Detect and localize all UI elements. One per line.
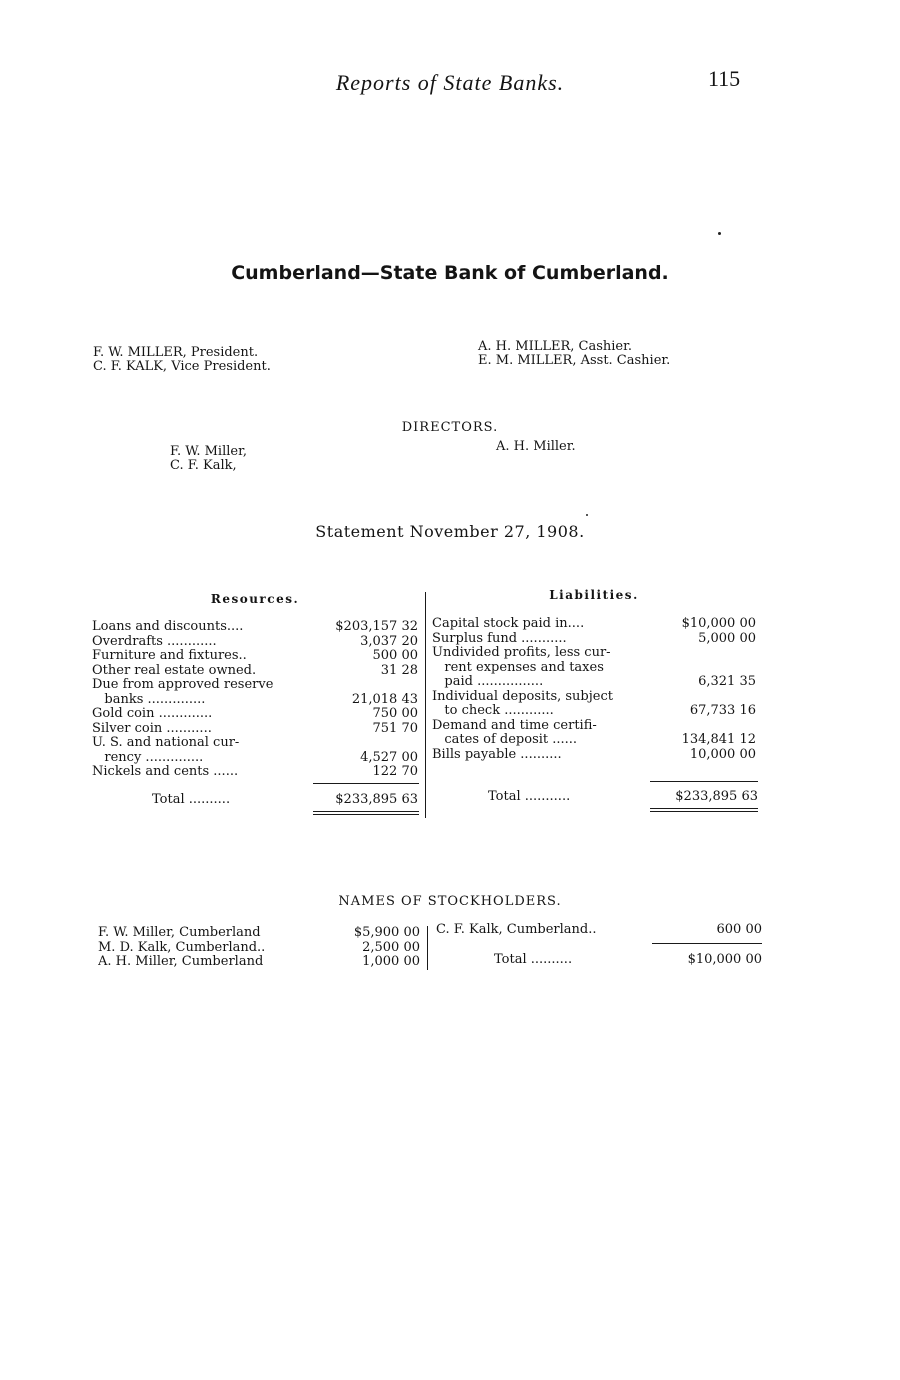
total-label: Total ..........: [152, 793, 231, 807]
paper-speck: [586, 514, 588, 516]
liabilities-heading: Liabilities.: [549, 588, 639, 602]
directors-right: [496, 440, 576, 454]
total-amount: $10,000 00: [687, 952, 762, 967]
table-row: Due from approved reserve: [92, 678, 274, 692]
resources-table: [92, 620, 418, 780]
table-row: rent expenses and taxes: [432, 660, 604, 675]
table-row: to check ............ 67,733 16: [432, 703, 756, 718]
stockholder-row: A. H. Miller, Cumberland 1,000 00: [98, 954, 420, 969]
bank-title: Cumberland—State Bank of Cumberland.: [231, 262, 669, 284]
table-row: Silver coin ........... 751 70: [92, 720, 418, 736]
table-row: Surplus fund ........... 5,000 00: [432, 630, 756, 646]
stockholders-total-row: [494, 953, 762, 968]
directors-heading: DIRECTORS.: [401, 420, 499, 435]
resources-total-row: [152, 793, 418, 808]
officers-right: [478, 340, 670, 368]
table-row: Overdrafts ............ 3,037 20: [92, 633, 418, 649]
table-row: Undivided profits, less cur-: [432, 646, 611, 660]
stockholder-row: M. D. Kalk, Cumberland.. 2,500 00: [98, 939, 420, 955]
total-amount: $233,895 63: [335, 792, 418, 807]
total-amount: $233,895 63: [675, 789, 758, 804]
director-name: A. H. Miller.: [496, 439, 576, 454]
liabilities-total-row: [488, 790, 758, 805]
statement-title: Statement November 27, 1908.: [315, 522, 585, 541]
table-row: Bills payable .......... 10,000 00: [432, 746, 756, 762]
director-name: C. F. Kalk,: [170, 458, 237, 473]
running-title: Reports of State Banks.: [335, 70, 565, 95]
subtotal-rule: [650, 781, 758, 782]
officer-asst-cashier: E. M. MILLER, Asst. Cashier.: [478, 353, 671, 368]
officer-vice-president: C. F. KALK, Vice President.: [93, 359, 271, 374]
stockholder-row: F. W. Miller, Cumberland $5,900 00: [98, 925, 420, 940]
stockholders-right: [436, 923, 762, 938]
stockholders-heading: NAMES OF STOCKHOLDERS.: [338, 894, 562, 909]
table-row: Furniture and fixtures.. 500 00: [92, 648, 418, 663]
total-label: Total ...........: [488, 790, 571, 804]
officer-president: F. W. MILLER, President.: [93, 345, 259, 360]
liabilities-table: [432, 617, 756, 762]
table-row: Nickels and cents ...... 122 70: [92, 764, 418, 779]
total-label: Total ..........: [494, 953, 573, 967]
table-row: paid ................ 6,321 35: [432, 674, 756, 689]
table-row: cates of deposit ...... 134,841 12: [432, 732, 756, 747]
column-divider: [427, 926, 428, 970]
stockholder-row: C. F. Kalk, Cumberland.. 600 00: [436, 922, 762, 937]
stockholders-left: [98, 926, 420, 970]
table-row: Other real estate owned. 31 28: [92, 662, 418, 678]
subtotal-rule: [652, 943, 762, 944]
resources-heading: Resources.: [210, 592, 300, 606]
directors-left: [170, 445, 247, 473]
subtotal-rule: [313, 783, 419, 784]
paper-speck: [718, 232, 721, 235]
officers-left: [93, 346, 271, 374]
table-row: banks .............. 21,018 43: [92, 691, 418, 707]
column-divider: [425, 592, 426, 818]
table-row: Capital stock paid in.... $10,000 00: [432, 616, 756, 631]
table-row: Individual deposits, subject: [432, 689, 613, 704]
table-row: rency .............. 4,527 00: [92, 749, 418, 765]
officer-cashier: A. H. MILLER, Cashier.: [478, 339, 633, 354]
table-row: Loans and discounts.... $203,157 32: [92, 619, 418, 634]
page-number: 115: [708, 66, 741, 91]
table-row: U. S. and national cur-: [92, 736, 240, 750]
double-rule: [650, 808, 758, 812]
table-row: Gold coin ............. 750 00: [92, 706, 418, 721]
director-name: F. W. Miller,: [170, 444, 248, 459]
double-rule: [313, 811, 419, 815]
table-row: Demand and time certifi-: [432, 718, 597, 733]
